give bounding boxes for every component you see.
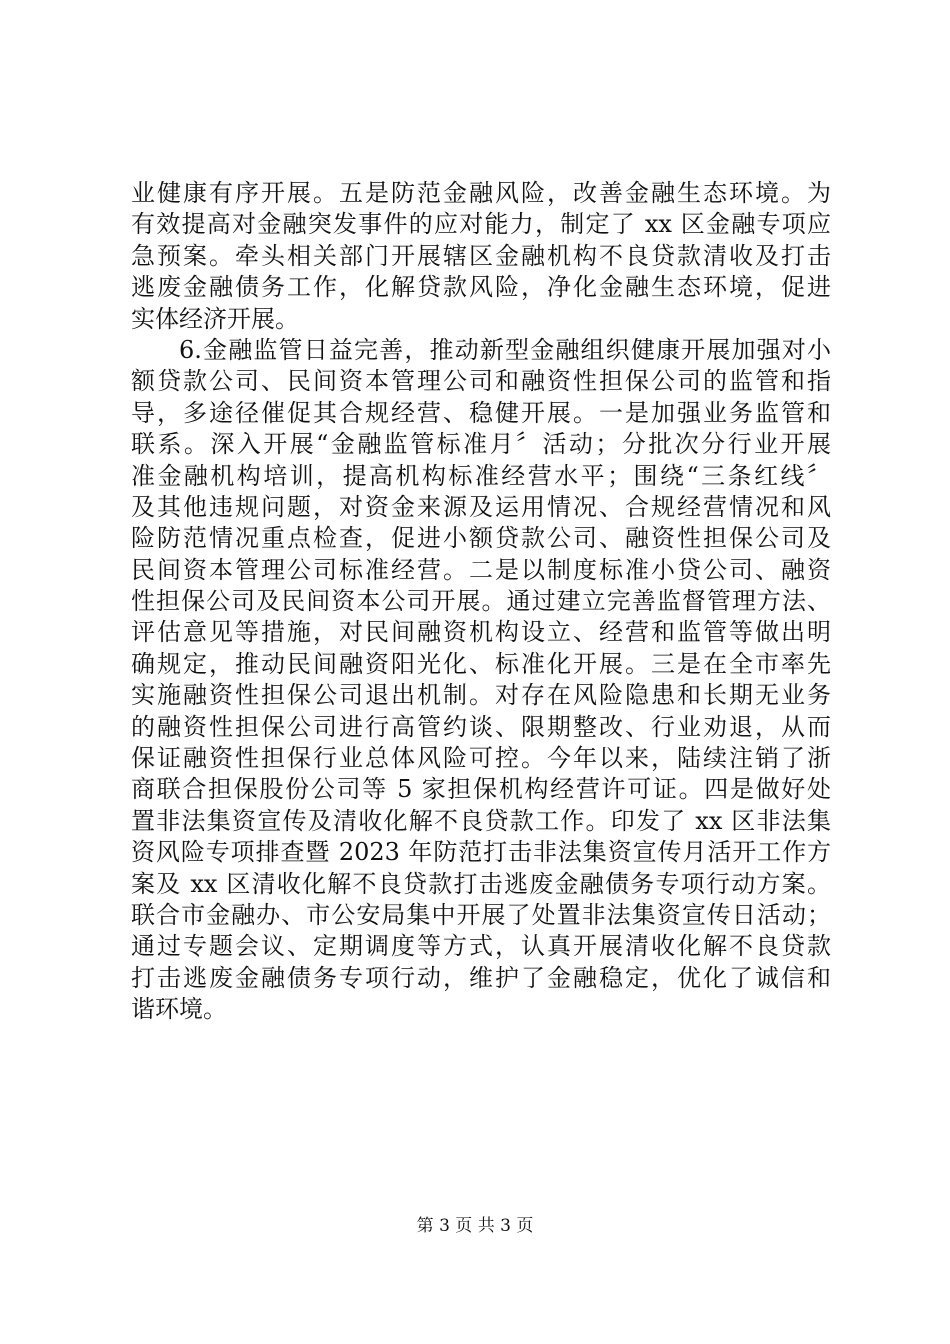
page-number-footer: 第 3 页 共 3 页 — [416, 1216, 534, 1236]
text-line: 的融资性担保公司进行高管约谈、限期整改、行业劝退，从而 — [131, 712, 831, 741]
text-line: 实体经济开展。 — [131, 304, 299, 333]
text-line: 商联合担保股份公司等 5 家担保机构经营许可证。四是做好处 — [131, 775, 831, 804]
text-line: 及其他违规问题，对资金来源及运用情况、合规经营情况和风 — [131, 492, 831, 521]
text-line: 险防范情况重点检查，促进小额贷款公司、融资性担保公司及 — [131, 524, 831, 553]
text-line: 谐环境。 — [131, 995, 227, 1024]
text-line: 保证融资性担保行业总体风险可控。今年以来，陆续注销了浙 — [131, 744, 831, 773]
text-line: 业健康有序开展。五是防范金融风险，改善金融生态环境。为 — [131, 179, 831, 207]
text-line: 实施融资性担保公司退出机制。对存在风险隐患和长期无业务 — [131, 681, 831, 710]
text-line: 性担保公司及民间资本公司开展。通过建立完善监督管理方法、 — [131, 587, 831, 616]
text-line: 评估意见等措施，对民间融资机构设立、经营和监管等做出明 — [131, 618, 831, 647]
text-line: 联系。深入开展“金融监管标准月〞活动；分批次分行业开展 — [131, 430, 831, 459]
text-line: 逃废金融债务工作，化解贷款风险，净化金融生态环境，促进 — [131, 273, 831, 302]
section-heading-line: 6.金融监管日益完善，推动新型金融组织健康开展加强对小 — [179, 335, 831, 364]
text-line: 确规定，推动民间融资阳光化、标准化开展。三是在全市率先 — [131, 649, 831, 678]
text-line: 民间资本管理公司标准经营。二是以制度标准小贷公司、融资 — [131, 555, 831, 584]
text-line: 急预案。牵头相关部门开展辖区金融机构不良贷款清收及打击 — [131, 241, 831, 270]
text-line: 置非法集资宣传及清收化解不良贷款工作。印发了 xx 区非法集 — [131, 806, 831, 835]
text-line: 额贷款公司、民间资本管理公司和融资性担保公司的监管和指 — [131, 367, 831, 396]
text-line: 打击逃废金融债务专项行动，维护了金融稳定，优化了诚信和 — [131, 963, 831, 992]
text-line: 联合市金融办、市公安局集中开展了处置非法集资宣传日活动； — [131, 900, 831, 929]
text-line: 通过专题会议、定期调度等方式，认真开展清收化解不良贷款 — [131, 932, 831, 961]
document-body — [131, 178, 831, 1026]
text-line: 案及 xx 区清收化解不良贷款打击逃废金融债务专项行动方案。 — [131, 869, 831, 898]
text-line: 准金融机构培训，提高机构标准经营水平；围绕“三条红线〞 — [131, 461, 831, 490]
text-line: 导，多途径催促其合规经营、稳健开展。一是加强业务监管和 — [131, 398, 831, 427]
text-line: 有效提高对金融突发事件的应对能力，制定了 xx 区金融专项应 — [131, 210, 831, 239]
text-line: 资风险专项排查暨 2023 年防范打击非法集资宣传月活开工作方 — [131, 838, 831, 867]
